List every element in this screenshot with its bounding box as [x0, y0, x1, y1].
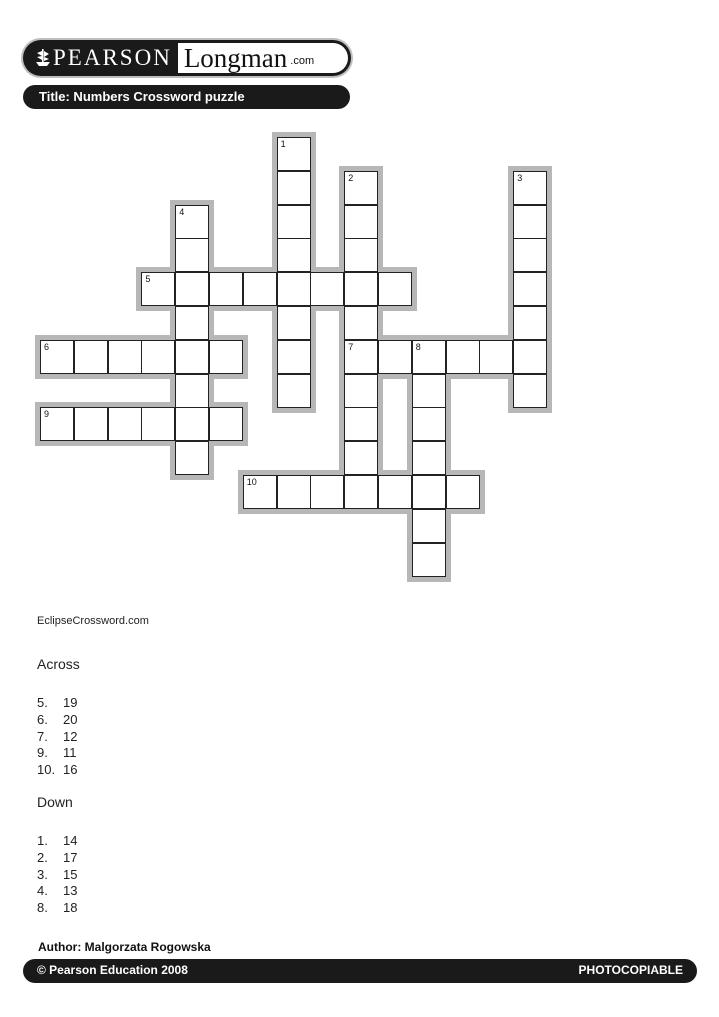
crossword-cell[interactable]: [513, 374, 547, 408]
crossword-cell[interactable]: [40, 340, 74, 374]
ship-icon: [36, 48, 50, 68]
crossword-cell[interactable]: [108, 340, 142, 374]
logo-product-text: Longman: [183, 43, 288, 73]
crossword-cell[interactable]: [344, 205, 378, 239]
crossword-cell[interactable]: [513, 272, 547, 306]
across-clue-number: 7.: [37, 728, 48, 744]
down-clue-number: 4.: [37, 883, 48, 899]
across-clue-text: 11: [63, 745, 77, 761]
crossword-cell[interactable]: [141, 407, 175, 441]
crossword-cell[interactable]: [74, 407, 108, 441]
crossword-cell[interactable]: [277, 205, 311, 239]
crossword-cell[interactable]: [412, 543, 446, 577]
logo-suffix-text: .com: [290, 55, 315, 67]
clue-number-label: 10: [246, 477, 257, 487]
clue-number-label: 1: [280, 139, 286, 149]
down-clue-item: [37, 832, 77, 849]
crossword-cell[interactable]: [243, 272, 277, 306]
crossword-cell[interactable]: [277, 306, 311, 340]
crossword-cell[interactable]: [378, 272, 412, 306]
crossword-cell[interactable]: [513, 205, 547, 239]
crossword-cell[interactable]: [175, 407, 209, 441]
crossword-cell[interactable]: [513, 238, 547, 272]
credit-text: EclipseCrossword.com: [37, 615, 149, 627]
clue-number-label: 9: [44, 409, 50, 420]
clue-number-label: 7: [348, 341, 354, 352]
down-heading: Down: [37, 794, 73, 810]
crossword-cell[interactable]: [378, 340, 412, 374]
crossword-cell[interactable]: [446, 475, 480, 509]
crossword-cell[interactable]: [344, 374, 378, 408]
across-clue-item: [37, 728, 77, 745]
crossword-cell[interactable]: [412, 407, 446, 441]
crossword-cell[interactable]: [344, 407, 378, 441]
clue-number-label: 2: [348, 172, 354, 183]
crossword-cell[interactable]: [175, 205, 209, 239]
clue-number-label: 5: [145, 274, 151, 285]
down-clue-text: 13: [63, 883, 78, 899]
crossword-cell[interactable]: [209, 272, 243, 306]
clue-number-label: 4: [179, 206, 185, 217]
crossword-cell[interactable]: [40, 407, 74, 441]
crossword-cell[interactable]: [412, 509, 446, 543]
down-clue-number: 3.: [37, 866, 48, 882]
down-clue-item: [37, 849, 77, 866]
crossword-cell[interactable]: [513, 306, 547, 340]
across-clue-number: 5.: [37, 695, 48, 710]
across-clue-number: 10.: [37, 762, 56, 778]
copyright-text: © Pearson Education 2008: [37, 963, 188, 977]
crossword-cell[interactable]: [513, 171, 547, 205]
crossword-cell[interactable]: [344, 238, 378, 272]
crossword-cell[interactable]: [344, 272, 378, 306]
across-clue-number: 9.: [37, 745, 48, 761]
crossword-cell[interactable]: [209, 407, 243, 441]
crossword-cell[interactable]: [446, 340, 480, 374]
crossword-cell[interactable]: [277, 475, 311, 509]
title-bar: [23, 85, 350, 109]
down-clue-text: 18: [63, 900, 78, 916]
footer-bar: [23, 959, 697, 983]
crossword-cell[interactable]: [310, 272, 344, 306]
crossword-cell[interactable]: [243, 475, 277, 509]
clue-number-label: 6: [44, 341, 50, 352]
crossword-cell[interactable]: [378, 475, 412, 509]
crossword-cell[interactable]: [277, 374, 311, 408]
down-clue-item: [37, 866, 77, 883]
across-heading: Across: [37, 656, 80, 672]
crossword-cell[interactable]: [108, 407, 142, 441]
crossword-cell[interactable]: [141, 272, 175, 306]
crossword-cell[interactable]: [277, 238, 311, 272]
crossword-cell[interactable]: [277, 171, 311, 205]
crossword-cell[interactable]: [277, 272, 311, 306]
crossword-cell[interactable]: [175, 238, 209, 272]
page-title: Title: Numbers Crossword puzzle: [39, 89, 245, 104]
logo-product-area: [178, 43, 348, 73]
pearson-longman-logo: [23, 40, 351, 76]
down-clue-text: 17: [63, 849, 78, 865]
crossword-cell[interactable]: [344, 475, 378, 509]
crossword-cell[interactable]: [175, 374, 209, 408]
across-clue-text: 16: [63, 762, 78, 778]
down-clue-item: [37, 882, 77, 899]
down-clue-number: 8.: [37, 900, 48, 916]
crossword-cell[interactable]: [175, 441, 209, 475]
across-clue-number: 6.: [37, 711, 48, 727]
down-clue-number: 2.: [37, 849, 48, 865]
crossword-cell[interactable]: [277, 137, 311, 171]
down-clue-number: 1.: [37, 833, 48, 848]
crossword-cell[interactable]: [175, 306, 209, 340]
across-clue-text: 19: [63, 695, 78, 710]
crossword-cell[interactable]: [344, 441, 378, 475]
crossword-cell[interactable]: [412, 374, 446, 408]
crossword-cell[interactable]: [141, 340, 175, 374]
crossword-cell[interactable]: [412, 340, 446, 374]
crossword-cell[interactable]: [74, 340, 108, 374]
down-clue-item: [37, 899, 77, 916]
crossword-cell[interactable]: [175, 272, 209, 306]
crossword-cell[interactable]: [310, 475, 344, 509]
crossword-cell[interactable]: [209, 340, 243, 374]
crossword-cell[interactable]: [479, 340, 513, 374]
crossword-cell[interactable]: [175, 340, 209, 374]
across-clue-item: [37, 694, 77, 711]
author-text: Author: Malgorzata Rogowska: [38, 940, 211, 954]
crossword-cell[interactable]: [344, 340, 378, 374]
crossword-cell[interactable]: [513, 340, 547, 374]
across-clue-item: [37, 711, 77, 728]
crossword-cell[interactable]: [412, 441, 446, 475]
down-clue-text: 14: [63, 833, 78, 848]
across-clue-item: [37, 761, 77, 778]
clue-number-label: 3: [517, 172, 523, 183]
crossword-cell[interactable]: [412, 475, 446, 509]
across-clue-text: 20: [63, 711, 78, 727]
clue-number-label: 8: [415, 341, 421, 352]
across-clue-text: 12: [63, 728, 78, 744]
down-clue-text: 15: [63, 866, 78, 882]
photocopiable-label: PHOTOCOPIABLE: [578, 963, 683, 977]
crossword-cell[interactable]: [344, 171, 378, 205]
across-clue-item: [37, 744, 77, 761]
crossword-cell[interactable]: [277, 340, 311, 374]
logo-brand-text: PEARSON: [53, 45, 172, 70]
crossword-cell[interactable]: [344, 306, 378, 340]
